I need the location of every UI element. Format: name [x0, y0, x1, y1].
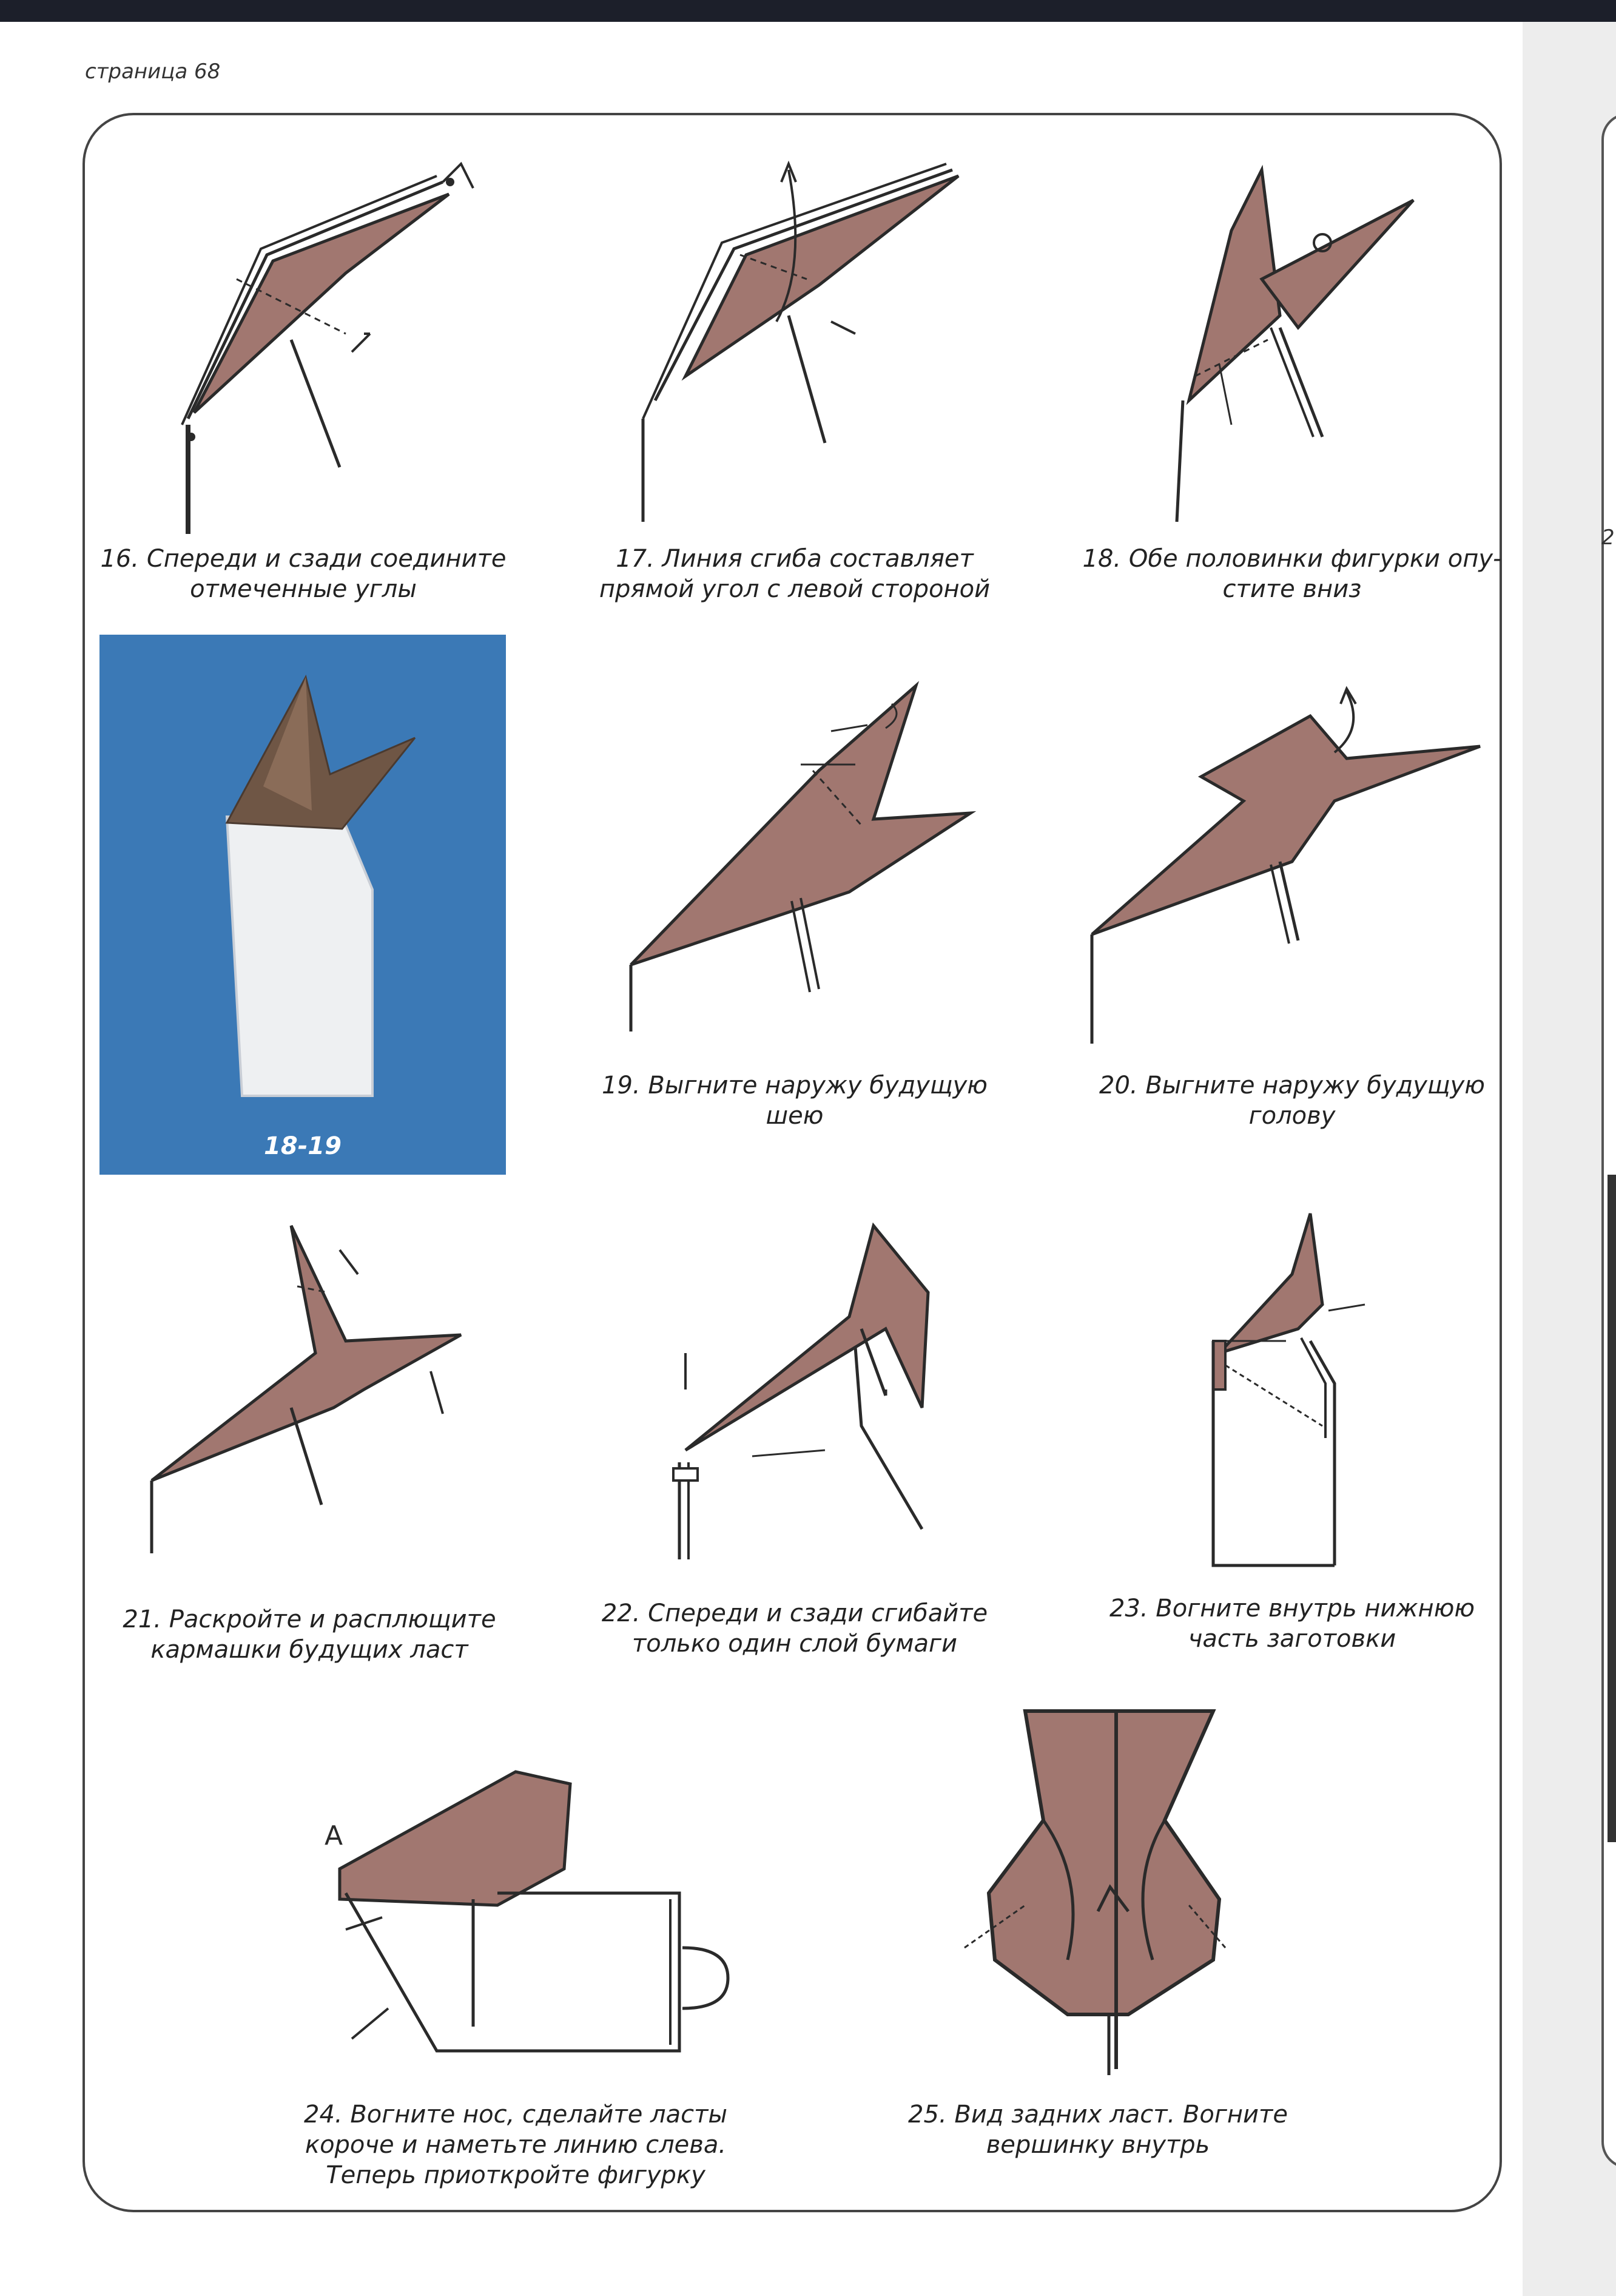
step-24-marker: A	[325, 1820, 343, 1851]
page-label: страница 68	[85, 59, 221, 84]
step-23-diagram	[1189, 1207, 1419, 1584]
step-24-caption: 24. Вогните нос, сделайте ласты короче и наметьте линию слева. Теперь приоткройте фигурку	[304, 2101, 727, 2189]
step-19-caption: 19. Выгните наружу будущую шею	[602, 1072, 988, 1130]
next-page-edge	[1523, 22, 1616, 2296]
step-16-diagram	[146, 158, 522, 546]
step-17-caption: 17. Линия сгиба составляет прямой угол с левой стороной	[599, 545, 991, 603]
step-23-caption: 23. Вогните внутрь нижнюю часть заготовки	[1109, 1595, 1475, 1653]
step-24-diagram	[315, 1747, 752, 2075]
step-18-caption: 18. Обе половинки фигурки опу- стите вниз	[1082, 545, 1502, 603]
next-page-dark-bar	[1608, 1175, 1616, 1842]
step-21-diagram	[133, 1214, 510, 1578]
step-18-diagram	[1140, 146, 1468, 534]
next-page-partial-number: 2	[1601, 525, 1615, 550]
step-16-caption: 16. Спереди и сзади соедините отмеченные углы	[100, 545, 507, 603]
step-20-diagram	[1080, 680, 1492, 1056]
step-22-diagram	[643, 1207, 983, 1572]
step-25-caption: 25. Вид задних ласт. Вогните вершинку внутрь	[908, 2101, 1288, 2159]
step-20-caption: 20. Выгните наружу будущую голову	[1099, 1072, 1485, 1130]
photo-18-19	[99, 635, 506, 1175]
step-25-diagram	[946, 1705, 1250, 2093]
step-21-caption: 21. Раскройте и расплющите кармашки будущих ласт	[123, 1606, 496, 1664]
photo-label: 18-19	[264, 1132, 342, 1160]
step-17-diagram	[607, 158, 995, 534]
next-page-card-edge	[1601, 113, 1616, 2169]
top-bar	[0, 0, 1616, 22]
step-19-diagram	[619, 674, 995, 1038]
step-22-caption: 22. Спереди и сзади сгибайте только один слой бумаги	[601, 1599, 988, 1658]
